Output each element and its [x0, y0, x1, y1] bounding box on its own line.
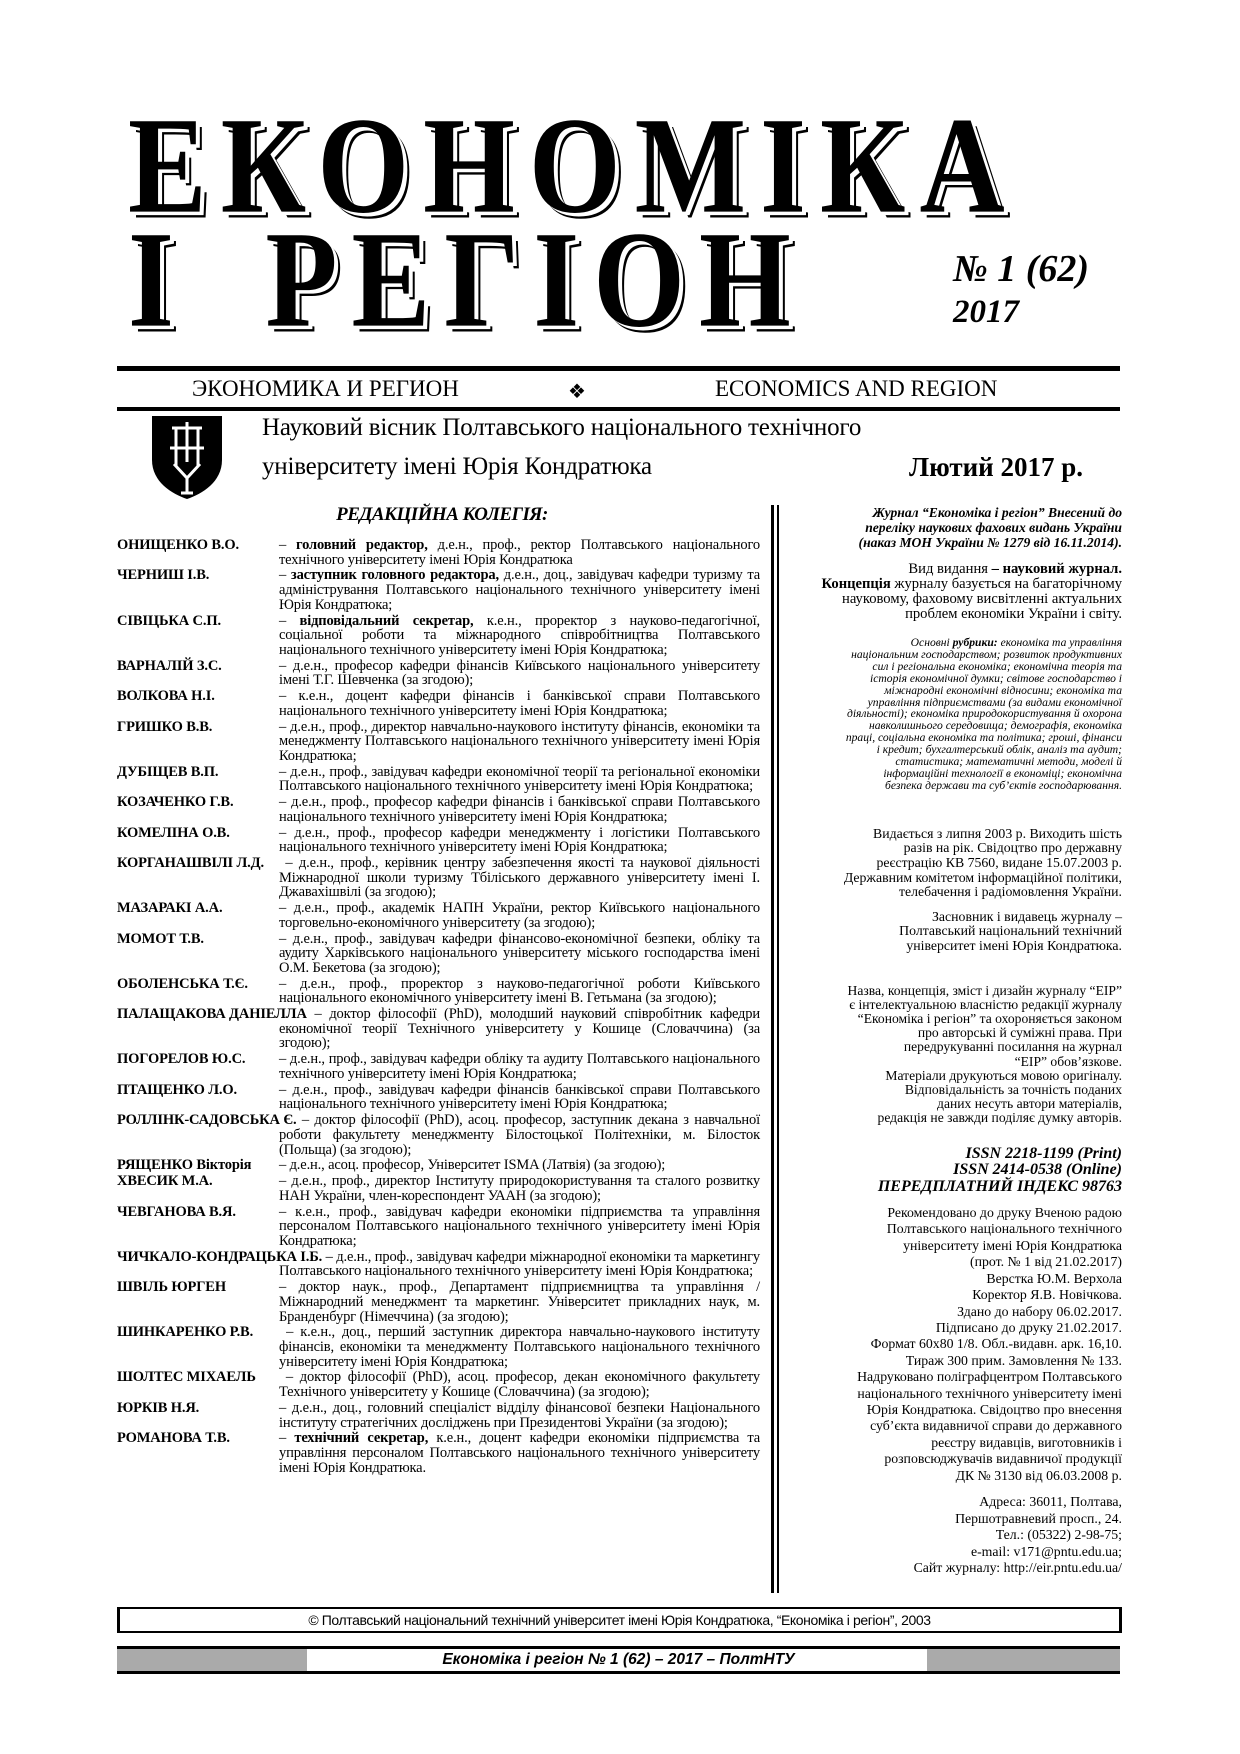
text-line: Коректор Я.В. Новічкова.: [972, 1287, 1122, 1303]
text-line: Першотравневий просп., 24.: [955, 1510, 1122, 1526]
text-line: Полтавський національний технічний: [899, 923, 1122, 939]
member-description: – д.е.н., проф., професор кафедри фінансів і банківської справи Полтавського національного технічного університету імені Юрія Кондратюка;: [279, 794, 760, 825]
text-segment: – науковий журнал.: [991, 561, 1122, 577]
running-title: Економіка і регіон № 1 (62) – 2017 – ПолтНТУ: [442, 1651, 795, 1668]
board-member: [117, 1158, 760, 1173]
text-line: Рекомендовано до друку Вченою радою: [887, 1205, 1122, 1221]
text-line: Здано до набору 06.02.2017.: [957, 1303, 1122, 1319]
member-name: СІВІЦЬКА С.П.: [117, 612, 221, 629]
board-member: [117, 765, 760, 794]
sidebar-issn: [786, 1146, 1122, 1196]
board-member: [117, 1431, 760, 1475]
board-member: [117, 1007, 760, 1051]
text-line: про авторські й суміжні права. При: [917, 1025, 1122, 1041]
member-description: – доктор наук., проф., Департамент підприємництва та управління / Міжнародний менеджмент та маркетинг. Університет прикладних наук, м. Бранденбург (Німеччина) (за згодою);: [279, 1279, 760, 1325]
member-name: ЧЕВГАНОВА В.Я.: [117, 1203, 236, 1220]
text-segment: праці, соціальна економіка та політика; гроші, фінанси: [845, 731, 1122, 745]
board-member: [117, 689, 760, 718]
board-member: [117, 795, 760, 824]
board-member: [117, 1205, 760, 1249]
member-description: – д.е.н., проф., проректор з науково-педагогічної роботи Київського національного економічного університету імені В. Гетьмана (за згодою);: [279, 975, 760, 1007]
board-member: [117, 1280, 760, 1324]
text-line: Назва, концепція, зміст і дизайн журналу “ЕІР”: [847, 982, 1122, 998]
member-name: ЧИЧКАЛО-КОНДРАЦЬКА І.Б.: [117, 1248, 323, 1265]
subtitle-line1: Науковий вісник Полтавського національного технічного: [262, 414, 862, 441]
member-description: – к.е.н., доцент кафедри фінансів і банківської справи Полтавського національного технічного університету імені Юрія Кондратюка;: [279, 688, 760, 719]
text-segment: безпека держави та суб’єктів господарювання.: [885, 778, 1122, 792]
text-segment: проблем економіки України і світу.: [905, 606, 1122, 622]
member-name: КОРГАНАШВІЛІ Л.Д.: [117, 855, 264, 872]
member-description: – д.е.н., проф., завідувач кафедри обліку та аудиту Полтавського національного технічного університету імені Юрія Кондратюка;: [279, 1051, 760, 1082]
member-description: к.е.н., доцент кафедри економіки підприємства та управління персоналом Полтавського національного технічного університету імені Юрія Кондратюка.: [279, 1430, 760, 1476]
editorial-board-list: [117, 538, 760, 1477]
board-member: [117, 901, 760, 930]
text-segment: національним господарством; розвиток продуктивних: [851, 647, 1122, 661]
text-line: телебачення і радіомовлення України.: [898, 884, 1122, 900]
board-member: [117, 1174, 760, 1203]
member-role: технічний секретар,: [294, 1430, 429, 1447]
text-line: Видається з липня 2003 р. Виходить шість: [873, 825, 1122, 841]
board-member: [117, 720, 760, 764]
board-member: [117, 1325, 760, 1369]
board-member: [117, 1401, 760, 1430]
board-member: [117, 538, 760, 567]
text-line: ПЕРЕДПЛАТНИЙ ІНДЕКС 98763: [877, 1177, 1122, 1195]
text-segment: історія економічної думки; світове господарство і: [870, 671, 1122, 685]
member-description: – д.е.н., проф., професор кафедри менеджменту і логістики Полтавського національного технічного університету імені Юрія Кондратюка;: [279, 824, 760, 856]
member-description: – д.е.н., проф., директор навчально-наукового інституту фінансів, економіки та менеджменту Полтавського національного технічного університету імені Юрія Кондратюка;: [279, 718, 760, 764]
member-name: ЮРКІВ Н.Я.: [117, 1399, 200, 1416]
member-description: д.е.н., доц., завідувач кафедри туризму та адміністрування Полтавського національного технічного університету імені Юрія Кондратюка;: [279, 567, 760, 613]
member-description: – доктор філософії (PhD), асоц. професор, декан економічного факультету Технічного університету у Кошице (Словаччина) (за згодою);: [279, 1369, 760, 1401]
text-segment: діяльності); економіка природокористування й охорона: [846, 707, 1122, 721]
board-member: [117, 1083, 760, 1112]
alt-title-en: ECONOMICS AND REGION: [715, 376, 998, 401]
text-segment: міжнародні економічні відносини; економіка та: [884, 683, 1122, 697]
text-line: Надруковано поліграфцентром Полтавського: [857, 1369, 1122, 1385]
member-name: ПТАЩЕНКО Л.О.: [117, 1081, 238, 1098]
member-description: – д.е.н., проф., завідувач кафедри фінансово-економічної безпеки, обліку та аудиту Харківського національного університету міського господарства імені О.М. Бекетова (за згодою);: [279, 930, 760, 976]
sidebar-copyright-notice: [786, 984, 1122, 1126]
text-line: переліку наукових фахових видань України: [865, 520, 1122, 535]
text-line: ISSN 2218-1199 (Print): [965, 1144, 1122, 1162]
text-segment: статистика; математичні методи, моделі й: [895, 755, 1122, 769]
member-name: ВАРНАЛІЙ З.С.: [117, 657, 222, 674]
board-member: [117, 659, 760, 688]
member-dash: –: [279, 1430, 295, 1447]
text-line: “ЕІР” обов’язкове.: [1014, 1053, 1122, 1069]
board-member: [117, 568, 760, 612]
text-line: університету імені Юрія Кондратюка: [903, 1237, 1122, 1253]
board-member: [117, 614, 760, 658]
member-name: КОМЕЛІНА О.В.: [117, 824, 230, 841]
text-segment: і кредит; бухгалтерський облік, аналіз та аудит;: [876, 743, 1122, 757]
text-line: розповсюджувачів видавничої продукції: [884, 1451, 1122, 1467]
text-line: даних несуть автори матеріалів,: [937, 1096, 1122, 1112]
text-line: Журнал “Економіка і регіон” Внесений до: [872, 505, 1122, 520]
member-description: – д.е.н., доц., головний спеціаліст відділу фінансової безпеки Національного інституту стратегічних досліджень при Президентові України (за згодою);: [279, 1399, 760, 1431]
text-line: реєстрацію КВ 7560, видане 15.07.2003 р.: [876, 854, 1122, 870]
text-line: ISSN 2414-0538 (Online): [953, 1161, 1122, 1179]
text-line: Засновник і видавець журналу –: [932, 908, 1122, 924]
member-name: КОЗАЧЕНКО Г.В.: [117, 794, 234, 811]
text-segment: управління підприємствами (за видами економічної: [867, 695, 1122, 709]
text-line: передрукуванні посилання на журнал: [903, 1039, 1122, 1055]
member-name: ДУБІЩЕВ В.П.: [117, 763, 219, 780]
member-description: – д.е.н., професор кафедри фінансів Київського національного університету імені Т.Г. Шевченка (за згодою);: [279, 657, 760, 689]
board-member: [117, 826, 760, 855]
text-segment: Концепція: [821, 576, 891, 592]
board-member: [117, 977, 760, 1006]
issue-date: Лютий 2017 р.: [908, 452, 1083, 482]
board-member: [117, 1250, 760, 1279]
member-name: МОМОТ Т.В.: [117, 930, 204, 947]
text-segment: Основні: [910, 636, 953, 649]
text-line: Державним комітетом інформаційної політики,: [843, 869, 1122, 885]
text-line: (прот. № 1 від 21.02.2017): [970, 1254, 1122, 1270]
board-member: [117, 856, 760, 900]
member-dash: –: [279, 537, 297, 553]
member-description: – доктор філософії (PhD), асоц. професор, заступник декана з навчальної роботи факультету менеджменту Білостоцької Політехніки, м. Білосток (Польща) (за згодою);: [279, 1112, 760, 1158]
member-name: ПОГОРЕЛОВ Ю.С.: [117, 1051, 246, 1068]
text-line: [786, 780, 1122, 792]
member-description: – к.е.н., проф., завідувач кафедри економіки підприємства та управління персоналом Полтавського національного технічного університету імені Юрія Кондратюка;: [279, 1203, 760, 1249]
text-line: суб’єкта видавничої справи до державного: [870, 1418, 1122, 1434]
text-line: [786, 592, 1122, 607]
text-line: Підписано до друку 21.02.2017.: [935, 1319, 1122, 1335]
member-role: головний редактор,: [296, 537, 428, 553]
member-name: ХВЕСИК М.А.: [117, 1173, 213, 1190]
text-line: “Економіка і регіон” та охороняється законом: [857, 1010, 1122, 1026]
text-segment: інформаційні технології в економіці; економічна: [883, 766, 1122, 780]
member-description: – д.е.н., проф., керівник центру забезпечення якості та наукової діяльності Міжнародної школи туризму Тбіліського державного університету імені І. Джавахішвілі (за згодою);: [279, 855, 760, 901]
member-description: – к.е.н., доц., перший заступник директора навчально-наукового інституту фінансів, економіки та менеджменту Полтавського національного технічного університету імені Юрія Кондратюка;: [279, 1324, 760, 1370]
alt-title-ru: ЭКОНОМИКА И РЕГИОН: [192, 376, 459, 401]
sidebar: [786, 505, 1122, 1577]
header-rule-top: [117, 366, 1120, 371]
text-line: Верстка Ю.М. Верхола: [986, 1270, 1122, 1286]
member-name: ШОЛТЕС МІХАЕЛЬ: [117, 1369, 256, 1386]
member-name: ГРИШКО В.В.: [117, 718, 213, 735]
journal-title-line1: ЕКОНОМІКА: [128, 88, 1019, 243]
copyright-notice: © Полтавський національний технічний університет імені Юрія Кондратюка, “Економіка і регіон”, 2003: [117, 1607, 1122, 1633]
sidebar-founder: [786, 910, 1122, 954]
member-name: РОЛЛІНК-САДОВСЬКА Є.: [117, 1112, 297, 1129]
member-description: – доктор філософії (PhD), молодший науковий співробітник кафедри економічної теорії Технічного університету у Кошице (Словаччина) (за згодою);: [279, 1006, 760, 1052]
text-line: [786, 577, 1122, 592]
text-line: [786, 562, 1122, 577]
text-line: реєстру видавців, виготовників і: [931, 1434, 1122, 1450]
member-description: – д.е.н., проф., директор Інституту природокористування та сталого розвитку НАН України, член-кореспондент УААН (за згодою);: [279, 1173, 760, 1204]
sidebar-rubrics: [786, 637, 1122, 792]
column-divider-thin: [777, 505, 779, 1593]
text-segment: навколишнього середовища; демографія, економіка: [869, 719, 1122, 733]
text-line: [786, 607, 1122, 622]
text-line: Матеріали друкуються мовою оригіналу.: [885, 1067, 1122, 1083]
member-dash: –: [279, 612, 300, 629]
text-line: Адреса: 36011, Полтава,: [979, 1493, 1122, 1509]
member-role: заступник головного редактора,: [290, 567, 499, 584]
subtitle-line2: університету імені Юрія Кондратюка: [262, 453, 652, 480]
sidebar-publication-type: [786, 562, 1122, 622]
text-segment: журналу базується на багаторічному: [890, 576, 1122, 592]
board-member: [117, 1113, 760, 1157]
member-description: к.е.н., проректор з науково-педагогічної, соціальної роботи та міжнародного співробітництва Полтавського національного технічного університету імені Юрія Кондратюка;: [279, 612, 761, 658]
issue-number: № 1 (62): [953, 248, 1090, 290]
member-name: ПАЛАЩАКОВА ДАНІЕЛЛА: [117, 1006, 307, 1023]
text-line: e-mail: v171@pntu.edu.ua;: [970, 1543, 1122, 1559]
text-line: разів на рік. Свідоцтво про державну: [903, 840, 1122, 856]
member-description: – д.е.н., проф., завідувач кафедри фінансів банківської справи Полтавського національного технічного університету імені Юрія Кондратюка;: [279, 1081, 760, 1113]
member-role: відповідальний секретар,: [299, 612, 474, 629]
board-member: [117, 1370, 760, 1399]
member-name: МАЗАРАКІ А.А.: [117, 900, 223, 917]
diamond-separator-icon: ❖: [568, 381, 586, 403]
text-segment: Вид видання: [908, 561, 992, 577]
running-footer: [117, 1646, 1120, 1674]
text-segment: сил і регіональна економіка; економічна теорія та: [872, 659, 1122, 673]
text-line: Полтавського національного технічного: [886, 1221, 1122, 1237]
text-line: Формат 60х80 1/8. Обл.-видавн. арк. 16,10.: [870, 1336, 1122, 1352]
member-name: РЯЩЕНКО Вікторія: [117, 1157, 252, 1174]
sidebar-imprint: [786, 1205, 1122, 1484]
member-dash: –: [279, 567, 291, 584]
text-line: університет імені Юрія Кондратюка.: [906, 937, 1122, 953]
member-name: ОНИЩЕНКО В.О.: [117, 537, 240, 553]
issue-year: 2017: [953, 294, 1019, 330]
editorial-board-heading: РЕДАКЦІЙНА КОЛЕГІЯ:: [336, 504, 548, 525]
header-rule-bottom: [117, 407, 1120, 411]
sidebar-registration: [786, 827, 1122, 900]
text-segment: економіка та управління: [997, 636, 1122, 649]
text-line: Тираж 300 прим. Замовлення № 133.: [905, 1352, 1122, 1368]
text-line: Юрія Кондратюка. Свідоцтво про внесення: [866, 1401, 1122, 1417]
board-member: [117, 1052, 760, 1081]
member-name: ШВІЛЬ ЮРГЕН: [117, 1279, 226, 1296]
sidebar-journal-status: [786, 505, 1122, 550]
text-segment: рубрики:: [952, 636, 998, 649]
text-line: (наказ МОН України № 1279 від 16.11.2014).: [858, 535, 1122, 550]
text-line: Тел.: (05322) 2-98-75;: [995, 1527, 1122, 1543]
member-description: д.е.н., проф., ректор Полтавського національного технічного університету імені Юрія Кондратюка: [279, 537, 760, 568]
member-description: – д.е.н., проф., завідувач кафедри міжнародної економіки та маркетингу Полтавського національного технічного університету імені Юрія Кондратюка;: [279, 1248, 760, 1280]
column-divider: [771, 505, 774, 1593]
member-name: ЧЕРНИШ І.В.: [117, 567, 210, 584]
sidebar-contacts: [786, 1494, 1122, 1577]
member-description: – д.е.н., асоц. професор, Університет ISMA (Латвія) (за згодою);: [279, 1157, 666, 1174]
text-line: національного технічного університету імені: [857, 1385, 1122, 1401]
text-line: Відповідальність за точність поданих: [904, 1081, 1122, 1097]
text-segment: науковому, фаховому висвітленні актуальних: [842, 591, 1122, 607]
member-name: ВОЛКОВА Н.І.: [117, 688, 215, 705]
text-line: редакція не завжди поділяє думку авторів.: [877, 1110, 1122, 1126]
board-member: [117, 932, 760, 976]
member-name: ШИНКАРЕНКО Р.В.: [117, 1324, 254, 1341]
member-description: – д.е.н., проф., завідувач кафедри економічної теорії та регіональної економіки Полтавського національного технічного університету імені Юрія Кондратюка;: [279, 763, 760, 795]
member-description: – д.е.н., проф., академік НАПН України, ректор Київського національного торговельно-економічного університету (за згодою);: [279, 900, 760, 931]
text-line: Сайт журналу: http://eir.pntu.edu.ua/: [913, 1560, 1122, 1576]
text-line: ДК № 3130 від 06.03.2008 р.: [955, 1467, 1122, 1483]
member-name: ОБОЛЕНСЬКА Т.Є.: [117, 975, 248, 992]
text-line: є інтелектуальною власністю редакції журналу: [849, 996, 1122, 1012]
journal-title-line2: І РЕГІОН: [128, 202, 805, 357]
member-name: РОМАНОВА Т.В.: [117, 1430, 230, 1447]
university-logo: [150, 414, 224, 500]
